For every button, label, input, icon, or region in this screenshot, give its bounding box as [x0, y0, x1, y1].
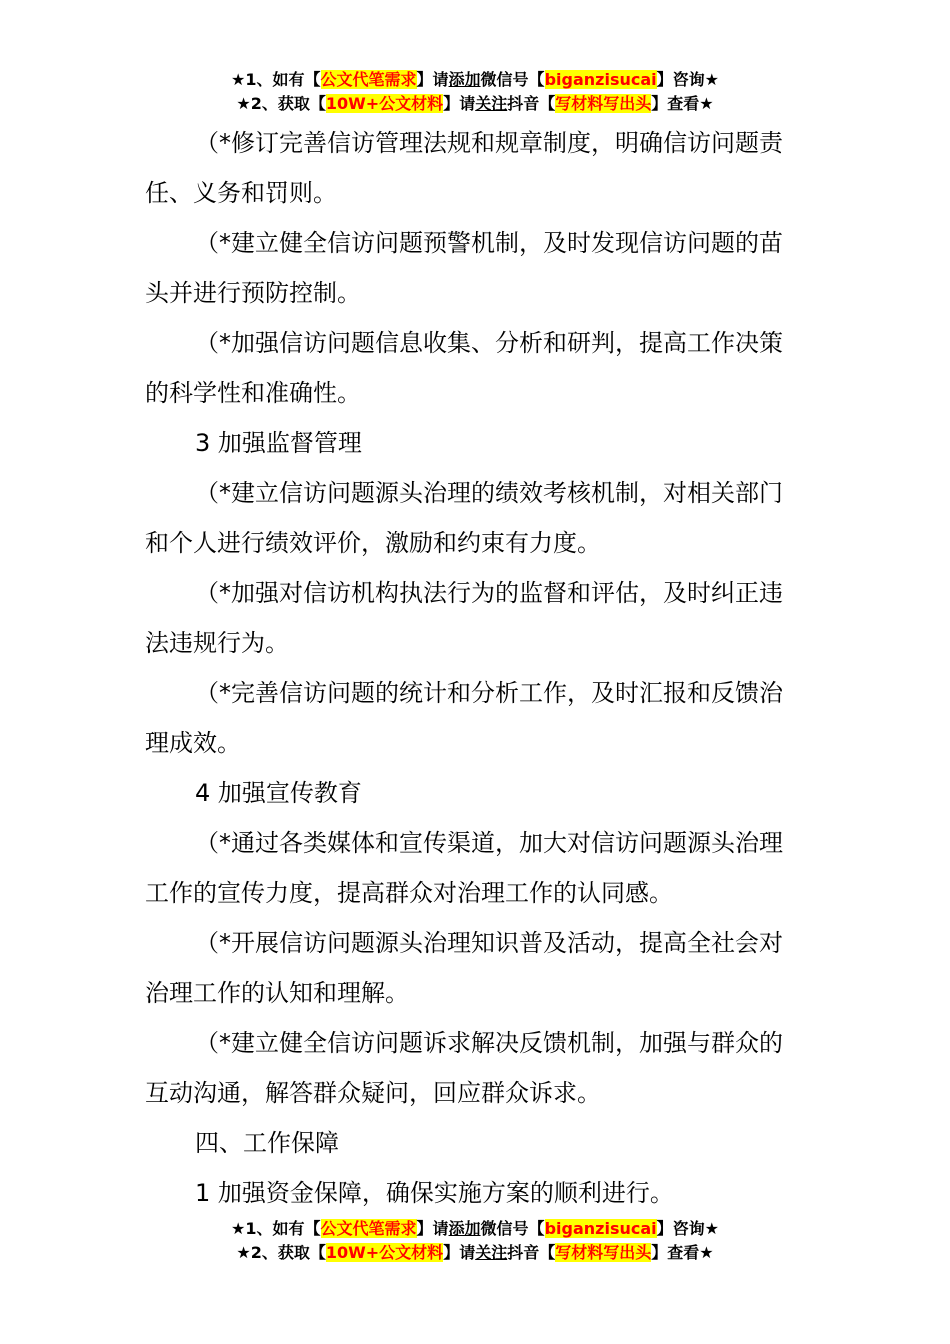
banner-line-2 [0, 1241, 950, 1265]
banner-underline: 关注 [475, 1243, 508, 1262]
chapter-heading: 四、工作保障 [195, 1129, 339, 1157]
banner-text: ★2、获取【 [236, 94, 326, 113]
banner-line-1 [0, 68, 950, 92]
paragraph: （*加强对信访机构执法行为的监督和评估，及时纠正违法违规行为。 [145, 579, 783, 657]
banner-line-1 [0, 1217, 950, 1241]
banner-line-2 [0, 92, 950, 116]
banner-text: 】咨询★ [656, 1219, 719, 1238]
section-heading: 1 加强资金保障，确保实施方案的顺利进行。 [195, 1179, 674, 1207]
banner-text: 】请 [443, 94, 476, 113]
paragraph: （*通过各类媒体和宣传渠道，加大对信访问题源头治理工作的宣传力度，提高群众对治理工作的认同感。 [145, 829, 783, 907]
paragraph: （*开展信访问题源头治理知识普及活动，提高全社会对治理工作的认知和理解。 [145, 929, 783, 1007]
banner-text: 抖音【 [507, 1243, 556, 1262]
banner-text: 抖音【 [507, 94, 556, 113]
banner-underline: 添加 [448, 1219, 481, 1238]
banner-highlight: 写材料写出头 [555, 1243, 652, 1262]
paragraph: （*建立健全信访问题预警机制，及时发现信访问题的苗头并进行预防控制。 [145, 229, 783, 307]
banner-highlight: 10W+公文材料 [325, 1243, 444, 1262]
paragraph: （*修订完善信访管理法规和规章制度，明确信访问题责任、义务和罚则。 [145, 129, 783, 207]
banner-highlight: biganzisucai [544, 70, 657, 89]
paragraph: （*加强信访问题信息收集、分析和研判，提高工作决策的科学性和准确性。 [145, 329, 783, 407]
top-banner [0, 68, 950, 116]
paragraph: （*建立信访问题源头治理的绩效考核机制，对相关部门和个人进行绩效评价，激励和约束有力度。 [145, 479, 783, 557]
banner-highlight: 写材料写出头 [555, 94, 652, 113]
banner-highlight: 10W+公文材料 [325, 94, 444, 113]
bottom-banner [0, 1217, 950, 1265]
banner-text: 】查看★ [651, 94, 714, 113]
section-heading: 4 加强宣传教育 [195, 779, 362, 807]
banner-text: 】请 [416, 70, 449, 89]
banner-underline: 添加 [448, 70, 481, 89]
paragraph: （*建立健全信访问题诉求解决反馈机制，加强与群众的互动沟通，解答群众疑问，回应群众诉求。 [145, 1029, 783, 1107]
banner-text: 微信号【 [480, 70, 545, 89]
document-body [145, 118, 797, 1218]
paragraph: （*完善信访问题的统计和分析工作，及时汇报和反馈治理成效。 [145, 679, 783, 757]
banner-text: 】查看★ [651, 1243, 714, 1262]
banner-underline: 关注 [475, 94, 508, 113]
banner-text: 微信号【 [480, 1219, 545, 1238]
banner-text: ★1、如有【 [231, 70, 321, 89]
section-heading: 3 加强监督管理 [195, 429, 362, 457]
banner-text: ★2、获取【 [236, 1243, 326, 1262]
banner-highlight: 公文代笔需求 [320, 70, 417, 89]
banner-text: 】请 [443, 1243, 476, 1262]
banner-text: ★1、如有【 [231, 1219, 321, 1238]
banner-text: 】请 [416, 1219, 449, 1238]
banner-highlight: 公文代笔需求 [320, 1219, 417, 1238]
banner-text: 】咨询★ [656, 70, 719, 89]
banner-highlight: biganzisucai [544, 1219, 657, 1238]
